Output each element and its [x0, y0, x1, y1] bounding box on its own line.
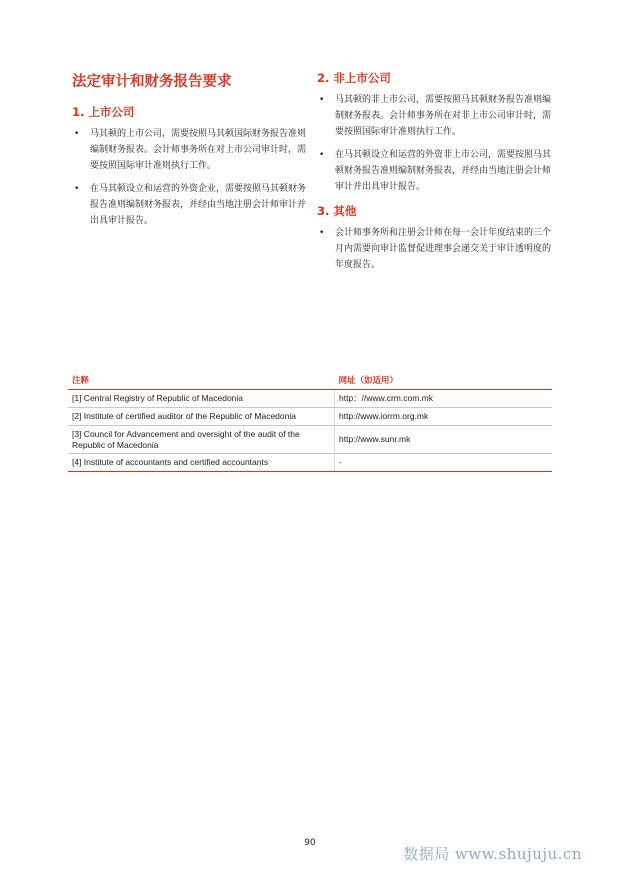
page-number: 90: [304, 838, 316, 848]
bullet-item: [317, 147, 553, 195]
table-header-row: [68, 372, 552, 390]
note-cell: [2] Institute of certified auditor of the Republic of Macedonia: [68, 408, 335, 426]
note-cell: [4] Institute of accountants and certified accountants: [68, 454, 335, 472]
bullet-dot-icon: •: [319, 95, 325, 105]
bullet-item: [72, 126, 308, 174]
table-row: [68, 454, 552, 472]
table-row: [68, 390, 552, 408]
bullet-list-other: [317, 225, 553, 273]
bullet-dot-icon: •: [74, 184, 80, 194]
url-cell: http：//www.crm.com.mk: [335, 390, 553, 408]
bullet-dot-icon: •: [319, 150, 325, 160]
bullet-item: [72, 181, 308, 229]
bullet-text: 在马其顿设立和运营的外资企业，需要按照马其顿财务报告准则编制财务报表，并经由当地注册会计师审计并出具审计报告。: [90, 184, 307, 226]
watermark: 数据局 www.shujuju.cn: [403, 845, 582, 863]
section-heading-listed: 1. 上市公司: [72, 105, 135, 119]
url-cell: http://www.iorrm.org.mk: [335, 408, 553, 426]
url-cell: http://www.sunr.mk: [335, 426, 553, 454]
bullet-text: 会计师事务所和注册会计师在每一会计年度结束的三个月内需要向审计监督促进理事会递交关于审计透明度的年度报告。: [335, 228, 552, 270]
bullet-list-unlisted: [317, 92, 553, 195]
note-cell: [1] Central Registry of Republic of Macedonia: [68, 390, 335, 408]
left-column: [72, 72, 308, 237]
bullet-item: [317, 92, 553, 140]
page-title: 法定审计和财务报告要求: [72, 74, 232, 90]
bullet-dot-icon: •: [319, 228, 325, 238]
section-heading-unlisted: 2. 非上市公司: [317, 71, 391, 85]
bullet-text: 马其顿的上市公司，需要按照马其顿国际财务报告准则编制财务报表。会计师事务所在对上市公司审计时，需要按照国际审计准则执行工作。: [90, 129, 307, 171]
right-column: [317, 72, 553, 281]
bullet-text: 马其顿的非上市公司，需要按照马其顿财务报告准则编制财务报表。会计师事务所在对非上市公司审计时，需要按照国际审计准则执行工作。: [335, 95, 552, 137]
notes-table: [68, 372, 552, 472]
bullet-item: [317, 225, 553, 273]
column-header-url: 网址（如适用）: [335, 372, 553, 390]
note-cell: [3] Council for Advancement and oversight of the audit of the Republic of Macedonia: [68, 426, 335, 454]
table-row: [68, 408, 552, 426]
table-row: [68, 426, 552, 454]
section-heading-other: 3. 其他: [317, 204, 357, 218]
bullet-text: 在马其顿设立和运营的外资非上市公司，需要按照马其顿财务报告准则编制财务报表，并经由当地注册会计师审计并出具审计报告。: [335, 150, 552, 192]
url-cell: -: [335, 454, 553, 472]
bullet-list-listed: [72, 126, 308, 229]
bullet-dot-icon: •: [74, 129, 80, 139]
column-header-notes: 注释: [68, 372, 335, 390]
